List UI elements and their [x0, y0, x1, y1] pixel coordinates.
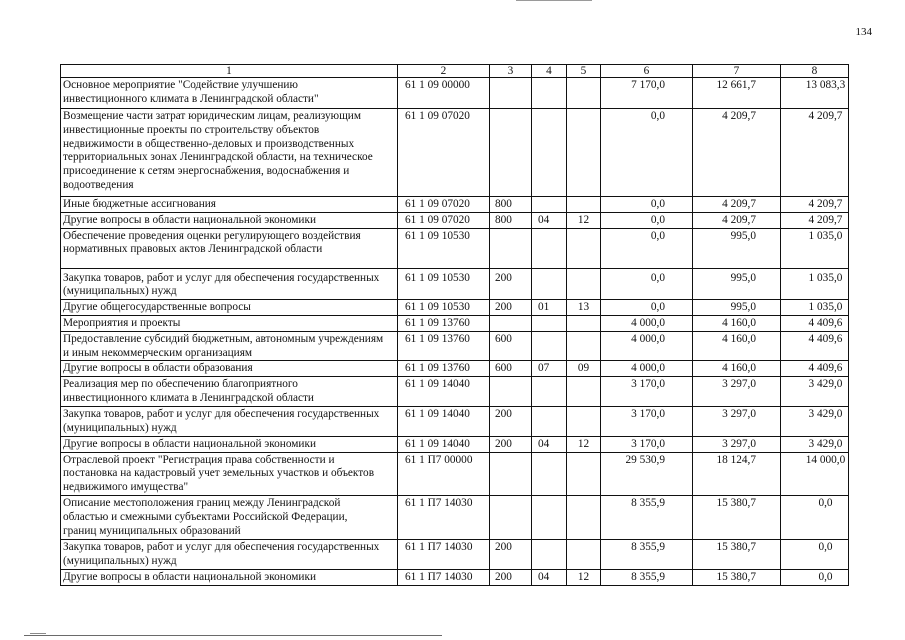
code-cell: 61 1 09 13760 [398, 331, 490, 361]
column-5-cell [567, 331, 601, 361]
column-8-cell: 1 035,0 [781, 228, 849, 268]
column-5-cell [567, 315, 601, 331]
column-7-cell: 4 160,0 [693, 331, 781, 361]
column-8-cell: 4 209,7 [781, 212, 849, 228]
column-7-cell: 15 380,7 [693, 569, 781, 585]
column-4-cell [532, 78, 567, 109]
column-6-cell: 3 170,0 [601, 377, 693, 407]
column-5-cell [567, 78, 601, 109]
column-3-cell: 200 [490, 300, 532, 316]
column-4-cell [532, 495, 567, 539]
column-6-cell: 0,0 [601, 228, 693, 268]
column-number-header: 3 [490, 65, 532, 78]
column-6-cell: 4 000,0 [601, 315, 693, 331]
column-4-cell [532, 377, 567, 407]
description-cell: Описание местоположения границ между Ленинградской областью и смежными субъектами Российской Федерации, границ муниципальных образований [61, 495, 398, 539]
code-cell: 61 1 09 07020 [398, 109, 490, 197]
description-cell: Другие общегосударственные вопросы [61, 300, 398, 316]
column-7-cell: 15 380,7 [693, 495, 781, 539]
column-number-header: 5 [567, 65, 601, 78]
code-cell: 61 1 09 10530 [398, 300, 490, 316]
column-5-cell [567, 228, 601, 268]
column-3-cell: 200 [490, 569, 532, 585]
column-7-cell: 15 380,7 [693, 539, 781, 569]
table-row [61, 268, 849, 300]
column-8-cell: 1 035,0 [781, 300, 849, 316]
column-8-cell: 3 429,0 [781, 436, 849, 452]
column-4-cell [532, 197, 567, 213]
column-7-cell: 4 160,0 [693, 361, 781, 377]
column-5-cell [567, 377, 601, 407]
column-3-cell [490, 452, 532, 495]
column-3-cell [490, 495, 532, 539]
column-5-cell: 12 [567, 436, 601, 452]
column-5-cell [567, 539, 601, 569]
code-cell: 61 1 09 10530 [398, 228, 490, 268]
budget-table [60, 64, 849, 586]
description-cell: Другие вопросы в области национальной экономики [61, 212, 398, 228]
table-row [61, 300, 849, 316]
column-7-cell: 18 124,7 [693, 452, 781, 495]
column-7-cell: 12 661,7 [693, 78, 781, 109]
column-3-cell [490, 228, 532, 268]
column-6-cell: 3 170,0 [601, 406, 693, 436]
column-8-cell: 0,0 [781, 495, 849, 539]
column-8-cell: 3 429,0 [781, 406, 849, 436]
description-cell: Предоставление субсидий бюджетным, автономным учреждениям и иным некоммерческим организациям [61, 331, 398, 361]
column-7-cell: 4 209,7 [693, 109, 781, 197]
column-5-cell: 13 [567, 300, 601, 316]
column-6-cell: 0,0 [601, 300, 693, 316]
description-cell: Отраслевой проект "Регистрация права собственности и постановка на кадастровый учет земельных участков и объектов недвижимого имущества" [61, 452, 398, 495]
scan-edge-line [24, 635, 442, 636]
column-5-cell [567, 495, 601, 539]
code-cell: 61 1 П7 00000 [398, 452, 490, 495]
column-3-cell: 800 [490, 197, 532, 213]
column-7-cell: 995,0 [693, 268, 781, 300]
code-cell: 61 1 П7 14030 [398, 539, 490, 569]
code-cell: 61 1 09 13760 [398, 361, 490, 377]
column-5-cell [567, 406, 601, 436]
description-cell: Закупка товаров, работ и услуг для обеспечения государственных (муниципальных) нужд [61, 268, 398, 300]
description-cell: Обеспечение проведения оценки регулирующего воздействия нормативных правовых актов Ленинградской области [61, 228, 398, 268]
column-number-header: 4 [532, 65, 567, 78]
column-8-cell: 1 035,0 [781, 268, 849, 300]
description-cell: Иные бюджетные ассигнования [61, 197, 398, 213]
table-row [61, 315, 849, 331]
table-row [61, 78, 849, 109]
table-row [61, 197, 849, 213]
column-6-cell: 8 355,9 [601, 495, 693, 539]
code-cell: 61 1 П7 14030 [398, 569, 490, 585]
code-cell: 61 1 09 10530 [398, 268, 490, 300]
code-cell: 61 1 09 14040 [398, 377, 490, 407]
column-4-cell [532, 452, 567, 495]
column-number-header: 2 [398, 65, 490, 78]
code-cell: 61 1 09 07020 [398, 197, 490, 213]
table-row [61, 331, 849, 361]
column-4-cell [532, 228, 567, 268]
column-8-cell: 4 409,6 [781, 315, 849, 331]
column-3-cell: 200 [490, 406, 532, 436]
scan-edge-line [516, 0, 592, 1]
column-6-cell: 8 355,9 [601, 539, 693, 569]
table-row [61, 109, 849, 197]
column-8-cell: 3 429,0 [781, 377, 849, 407]
column-number-header: 8 [781, 65, 849, 78]
column-5-cell: 12 [567, 212, 601, 228]
column-8-cell: 0,0 [781, 539, 849, 569]
column-6-cell: 4 000,0 [601, 331, 693, 361]
table-row [61, 212, 849, 228]
column-7-cell: 4 209,7 [693, 212, 781, 228]
description-cell: Мероприятия и проекты [61, 315, 398, 331]
column-3-cell [490, 78, 532, 109]
table-row [61, 569, 849, 585]
column-4-cell [532, 406, 567, 436]
table-row [61, 495, 849, 539]
column-8-cell: 0,0 [781, 569, 849, 585]
column-4-cell [532, 109, 567, 197]
table-row [61, 361, 849, 377]
column-8-cell: 13 083,3 [781, 78, 849, 109]
column-5-cell [567, 268, 601, 300]
column-3-cell: 200 [490, 436, 532, 452]
column-6-cell: 3 170,0 [601, 436, 693, 452]
column-number-header: 7 [693, 65, 781, 78]
column-6-cell: 8 355,9 [601, 569, 693, 585]
column-4-cell [532, 315, 567, 331]
table-row [61, 436, 849, 452]
description-cell: Другие вопросы в области национальной экономики [61, 436, 398, 452]
column-7-cell: 995,0 [693, 228, 781, 268]
description-cell: Закупка товаров, работ и услуг для обеспечения государственных (муниципальных) нужд [61, 406, 398, 436]
column-number-row [61, 65, 849, 78]
column-3-cell: 600 [490, 361, 532, 377]
column-4-cell: 04 [532, 436, 567, 452]
column-6-cell: 29 530,9 [601, 452, 693, 495]
column-8-cell: 4 409,6 [781, 361, 849, 377]
column-8-cell: 4 409,6 [781, 331, 849, 361]
column-3-cell [490, 315, 532, 331]
code-cell: 61 1 09 14040 [398, 436, 490, 452]
code-cell: 61 1 09 13760 [398, 315, 490, 331]
column-4-cell: 07 [532, 361, 567, 377]
column-3-cell: 200 [490, 539, 532, 569]
column-7-cell: 3 297,0 [693, 406, 781, 436]
description-cell: Другие вопросы в области образования [61, 361, 398, 377]
code-cell: 61 1 09 00000 [398, 78, 490, 109]
column-number-header: 1 [61, 65, 398, 78]
table-row [61, 228, 849, 268]
description-cell: Основное мероприятие "Содействие улучшению инвестиционного климата в Ленинградской области" [61, 78, 398, 109]
column-8-cell: 4 209,7 [781, 109, 849, 197]
column-6-cell: 0,0 [601, 197, 693, 213]
table-row [61, 406, 849, 436]
column-6-cell: 7 170,0 [601, 78, 693, 109]
table-row [61, 539, 849, 569]
column-number-header: 6 [601, 65, 693, 78]
column-7-cell: 3 297,0 [693, 436, 781, 452]
column-5-cell: 12 [567, 569, 601, 585]
description-cell: Возмещение части затрат юридическим лицам, реализующим инвестиционные проекты по строительству объектов недвижимости в общественно-деловых и производственных территориальных зонах Ленинградской области, на техническое присоединение к сетям энергоснабжения, водоснабжения и водоотведения [61, 109, 398, 197]
column-7-cell: 995,0 [693, 300, 781, 316]
scan-edge-line [30, 633, 46, 634]
column-3-cell [490, 109, 532, 197]
column-8-cell: 14 000,0 [781, 452, 849, 495]
column-3-cell: 800 [490, 212, 532, 228]
description-cell: Реализация мер по обеспечению благоприятного инвестиционного климата в Ленинградской области [61, 377, 398, 407]
column-6-cell: 4 000,0 [601, 361, 693, 377]
column-4-cell [532, 539, 567, 569]
table-row [61, 377, 849, 407]
code-cell: 61 1 П7 14030 [398, 495, 490, 539]
column-7-cell: 3 297,0 [693, 377, 781, 407]
column-8-cell: 4 209,7 [781, 197, 849, 213]
column-5-cell [567, 109, 601, 197]
table-row [61, 452, 849, 495]
column-4-cell: 04 [532, 212, 567, 228]
column-3-cell: 200 [490, 268, 532, 300]
column-3-cell: 600 [490, 331, 532, 361]
column-6-cell: 0,0 [601, 109, 693, 197]
column-4-cell: 01 [532, 300, 567, 316]
column-6-cell: 0,0 [601, 212, 693, 228]
column-4-cell [532, 268, 567, 300]
column-5-cell [567, 197, 601, 213]
column-4-cell: 04 [532, 569, 567, 585]
table-body [61, 78, 849, 586]
column-5-cell [567, 452, 601, 495]
column-7-cell: 4 160,0 [693, 315, 781, 331]
description-cell: Другие вопросы в области национальной экономики [61, 569, 398, 585]
description-cell: Закупка товаров, работ и услуг для обеспечения государственных (муниципальных) нужд [61, 539, 398, 569]
column-6-cell: 0,0 [601, 268, 693, 300]
column-3-cell [490, 377, 532, 407]
code-cell: 61 1 09 07020 [398, 212, 490, 228]
column-7-cell: 4 209,7 [693, 197, 781, 213]
page-number: 134 [855, 26, 872, 38]
column-5-cell: 09 [567, 361, 601, 377]
column-4-cell [532, 331, 567, 361]
code-cell: 61 1 09 14040 [398, 406, 490, 436]
